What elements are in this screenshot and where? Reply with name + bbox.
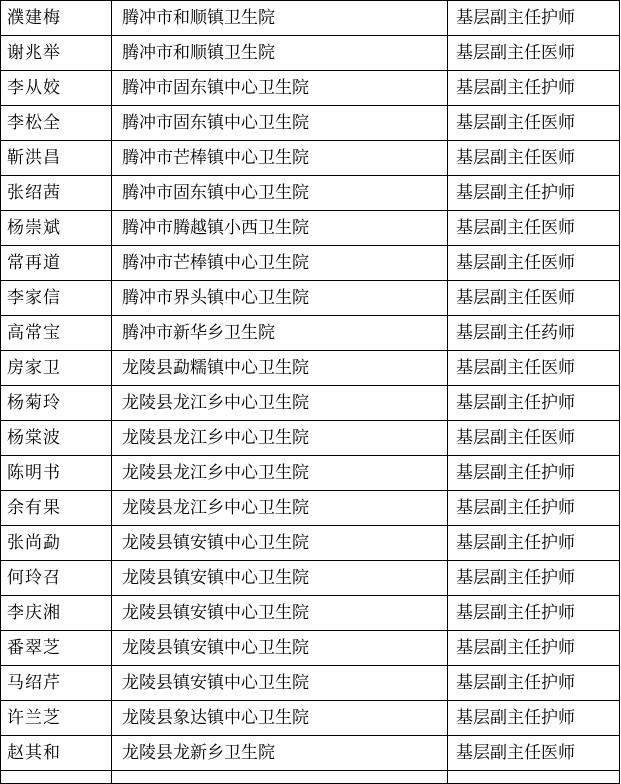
- cell-org: 龙陵县镇安镇中心卫生院: [112, 596, 448, 631]
- table-row: [1, 456, 620, 491]
- cell-name: 杨崇斌: [1, 211, 112, 246]
- cell-name: [1, 771, 112, 784]
- cell-org: 龙陵县镇安镇中心卫生院: [112, 561, 448, 596]
- table-row: [1, 176, 620, 211]
- cell-org: 腾冲市固东镇中心卫生院: [112, 71, 448, 106]
- cell-org: 龙陵县镇安镇中心卫生院: [112, 666, 448, 701]
- cell-name: 常再道: [1, 246, 112, 281]
- table-row: [1, 281, 620, 316]
- table-row: [1, 666, 620, 701]
- cell-org: 龙陵县龙江乡中心卫生院: [112, 386, 448, 421]
- cell-title: 基层副主任护师: [448, 1, 620, 36]
- cell-name: 李家信: [1, 281, 112, 316]
- cell-name: 濮建梅: [1, 1, 112, 36]
- cell-title: 基层副主任护师: [448, 561, 620, 596]
- table-row: [1, 211, 620, 246]
- cell-org: 腾冲市固东镇中心卫生院: [112, 106, 448, 141]
- table-row: [1, 36, 620, 71]
- cell-name: 李松全: [1, 106, 112, 141]
- table-row: [1, 596, 620, 631]
- cell-title: 基层副主任医师: [448, 211, 620, 246]
- cell-name: 房家卫: [1, 351, 112, 386]
- cell-org: 龙陵县龙江乡中心卫生院: [112, 456, 448, 491]
- cell-org: 龙陵县龙江乡中心卫生院: [112, 421, 448, 456]
- cell-org: 腾冲市腾越镇小西卫生院: [112, 211, 448, 246]
- cell-title: 基层副主任护师: [448, 386, 620, 421]
- cell-title: 基层副主任药师: [448, 316, 620, 351]
- table-row: [1, 316, 620, 351]
- cell-org: [112, 771, 448, 784]
- cell-org: 龙陵县镇安镇中心卫生院: [112, 526, 448, 561]
- table-row: [1, 526, 620, 561]
- cell-name: 张绍茜: [1, 176, 112, 211]
- table-row: [1, 421, 620, 456]
- cell-org: 腾冲市和顺镇卫生院: [112, 1, 448, 36]
- cell-title: 基层副主任医师: [448, 106, 620, 141]
- cell-name: 杨棠波: [1, 421, 112, 456]
- table-row: [1, 701, 620, 736]
- cell-org: 腾冲市新华乡卫生院: [112, 316, 448, 351]
- cell-title: 基层副主任护师: [448, 526, 620, 561]
- cell-org: 腾冲市界头镇中心卫生院: [112, 281, 448, 316]
- cell-name: 李从姣: [1, 71, 112, 106]
- cell-name: 杨菊玲: [1, 386, 112, 421]
- cell-title: 基层副主任医师: [448, 281, 620, 316]
- cell-name: 靳洪昌: [1, 141, 112, 176]
- table-row: [1, 386, 620, 421]
- cell-title: 基层副主任医师: [448, 421, 620, 456]
- cell-org: 龙陵县象达镇中心卫生院: [112, 701, 448, 736]
- table-row: [1, 631, 620, 666]
- cell-org: 腾冲市和顺镇卫生院: [112, 36, 448, 71]
- cell-title: 基层副主任护师: [448, 596, 620, 631]
- cell-name: 陈明书: [1, 456, 112, 491]
- cell-name: 谢兆举: [1, 36, 112, 71]
- cell-org: 腾冲市固东镇中心卫生院: [112, 176, 448, 211]
- cell-title: 基层副主任医师: [448, 246, 620, 281]
- cell-title: 基层副主任医师: [448, 736, 620, 771]
- cell-title: 基层副主任护师: [448, 71, 620, 106]
- table-row: [1, 561, 620, 596]
- table-row: [1, 771, 620, 784]
- cell-org: 龙陵县龙江乡中心卫生院: [112, 491, 448, 526]
- table-row: [1, 491, 620, 526]
- cell-name: 许兰芝: [1, 701, 112, 736]
- cell-name: 番翠芝: [1, 631, 112, 666]
- cell-org: 腾冲市芒棒镇中心卫生院: [112, 141, 448, 176]
- cell-title: 基层副主任护师: [448, 701, 620, 736]
- cell-org: 龙陵县镇安镇中心卫生院: [112, 631, 448, 666]
- cell-org: 龙陵县勐糯镇中心卫生院: [112, 351, 448, 386]
- cell-org: 龙陵县龙新乡卫生院: [112, 736, 448, 771]
- cell-name: 余有果: [1, 491, 112, 526]
- cell-name: 张尚勐: [1, 526, 112, 561]
- cell-name: 李庆湘: [1, 596, 112, 631]
- table-row: [1, 246, 620, 281]
- cell-name: 高常宝: [1, 316, 112, 351]
- cell-title: 基层副主任护师: [448, 666, 620, 701]
- cell-title: [448, 771, 620, 784]
- table-row: [1, 351, 620, 386]
- cell-title: 基层副主任医师: [448, 36, 620, 71]
- cell-title: 基层副主任护师: [448, 176, 620, 211]
- cell-name: 马绍芹: [1, 666, 112, 701]
- table-row: [1, 736, 620, 771]
- cell-title: 基层副主任护师: [448, 456, 620, 491]
- roster-table-body: [1, 1, 620, 784]
- cell-org: 腾冲市芒棒镇中心卫生院: [112, 246, 448, 281]
- table-row: [1, 106, 620, 141]
- cell-title: 基层副主任护师: [448, 491, 620, 526]
- table-row: [1, 71, 620, 106]
- cell-title: 基层副主任医师: [448, 351, 620, 386]
- table-row: [1, 1, 620, 36]
- cell-title: 基层副主任护师: [448, 631, 620, 666]
- cell-name: 赵其和: [1, 736, 112, 771]
- table-row: [1, 141, 620, 176]
- cell-name: 何玲召: [1, 561, 112, 596]
- cell-title: 基层副主任医师: [448, 141, 620, 176]
